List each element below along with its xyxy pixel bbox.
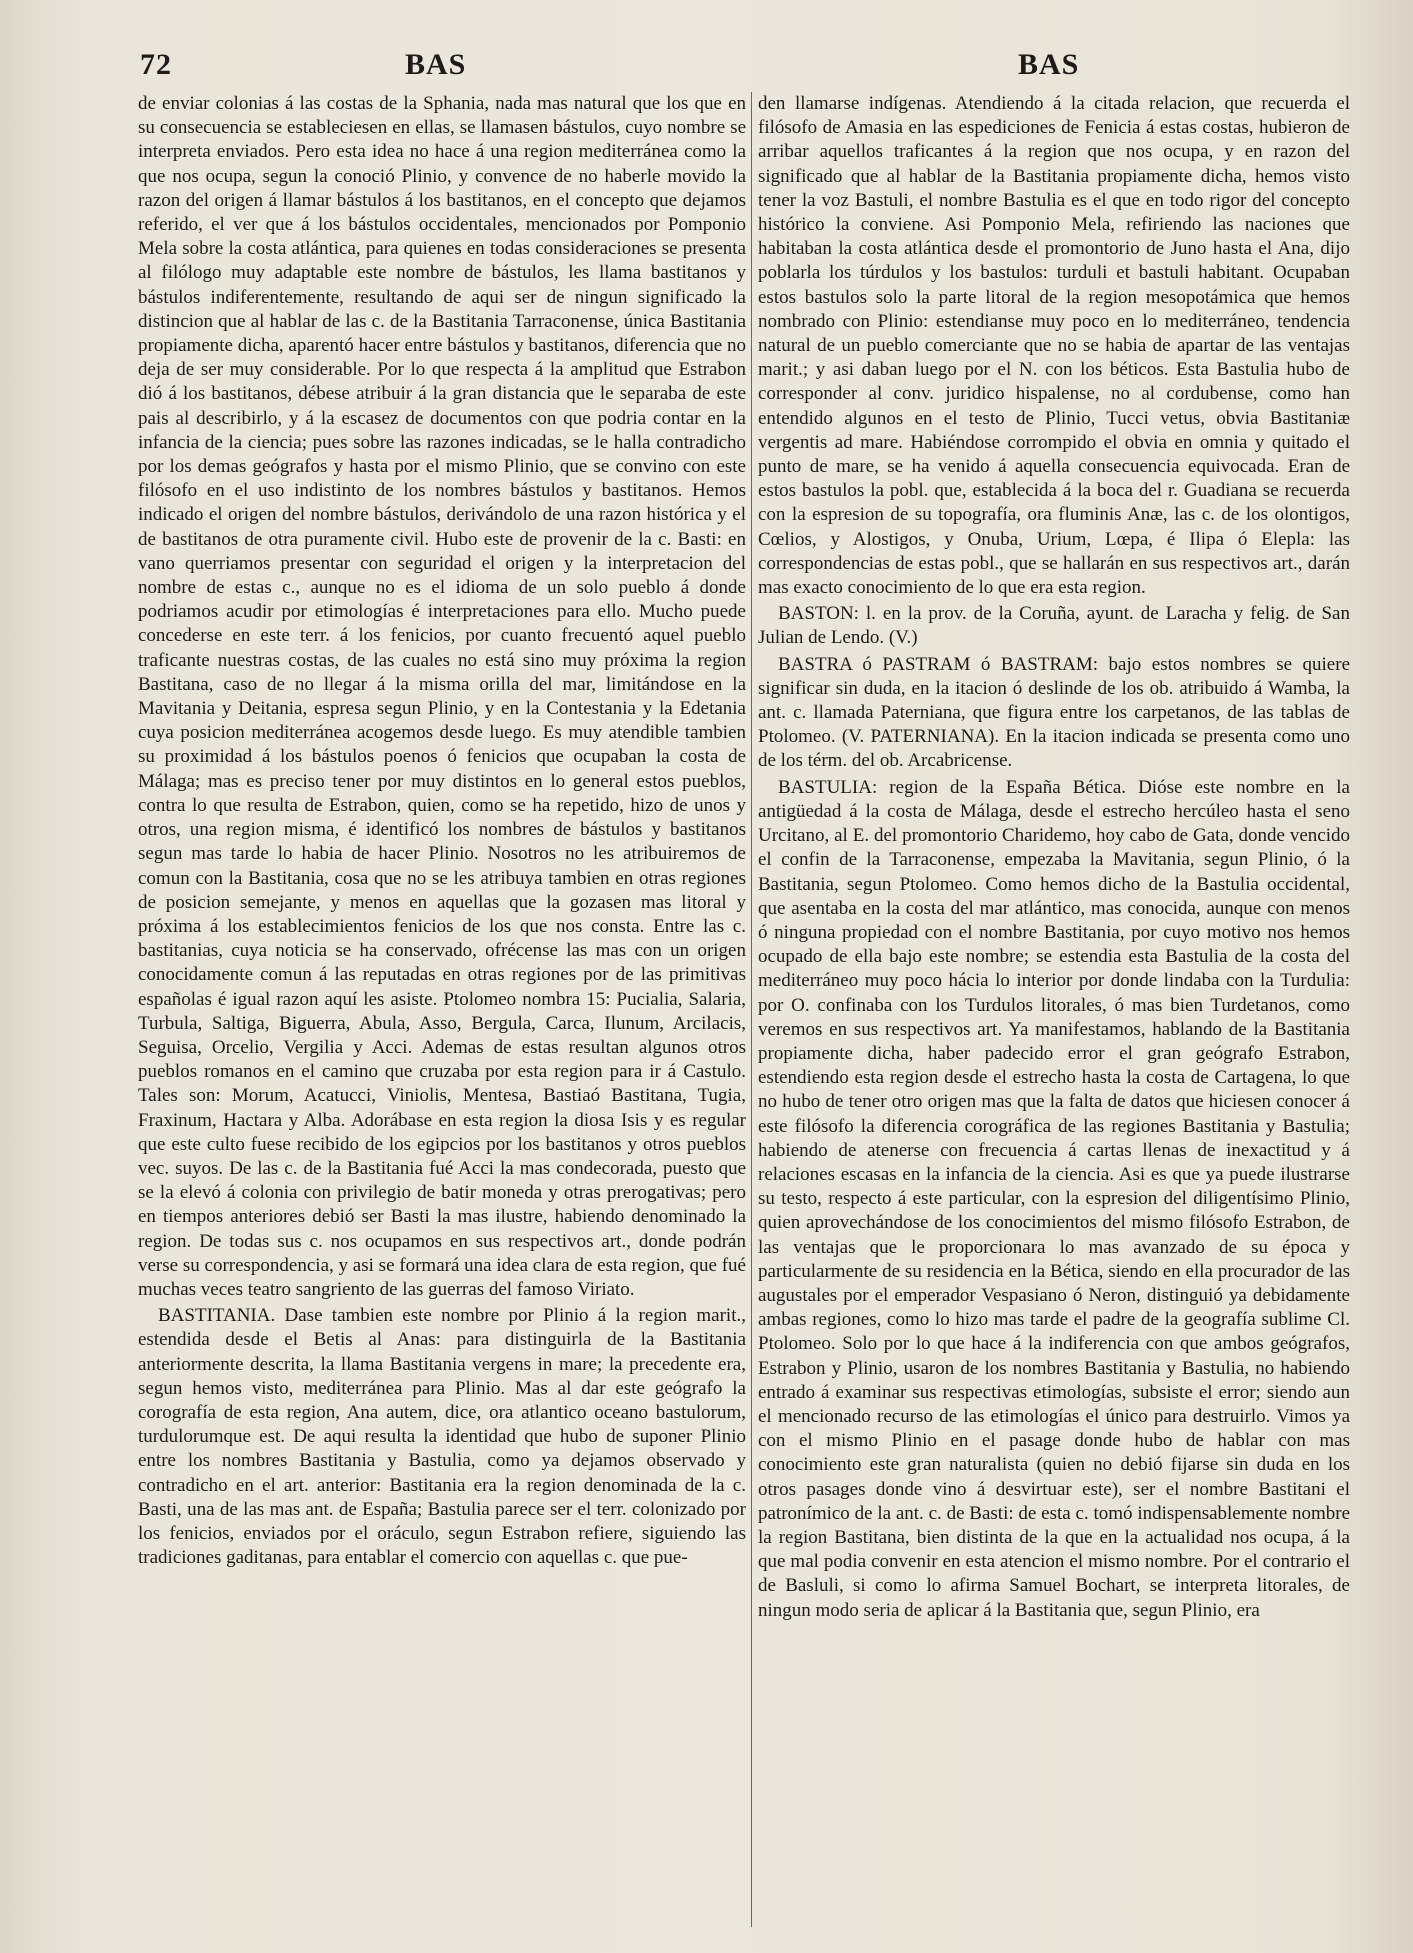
entry-bastra: BASTRA ó PASTRAM ó BASTRAM: bajo estos nombres se quiere significar sin duda, en la itacion ó deslinde de los ob. atribuido á Wamba, la ant. c. llamada Paterniana, que figura entre los carpetanos, de las tablas de Ptolomeo. (V. PATERNIANA). En la itacion indicada se presenta como uno de los térm. del ob. Arcabricense.: [758, 653, 1350, 772]
entry-bastitania: BASTITANIA. Dase tambien este nombre por Plinio á la region marit., estendida desde el Betis al Anas: para distinguirla de la Bastitania anteriormente descrita, la llama Bastitania vergens in mare; la precedente era, segun hemos visto, mediterránea para Plinio. Mas al dar este geógrafo la corografía de esta region, Ana autem, dice, ora atlantico oceano bastulorum, turdulorumque est. De aqui resulta la identidad que hubo de suponer Plinio entre los nombres Bastitania y Bastulia, como ya dejamos observado y contradicho en el art. anterior: Bastitania era la region denominada de la c. Basti, una de las mas ant. de España; Bastulia parece ser el terr. colonizado por los fenicios, enviados por el oráculo, segun Estrabon refiere, siguiendo las tradiciones gaditanas, para entablar el comercio con aquellas c. que pue-: [138, 1305, 746, 1569]
entry-baston: BASTON: l. en la prov. de la Coruña, ayunt. de Laracha y felig. de San Julian de Lendo. (V.): [758, 603, 1350, 649]
paragraph: de enviar colonias á las costas de la Sphania, nada mas natural que los que en su consecuencia se estableciesen en ellas, se llamasen bástulos, cuyo nombre se interpreta enviados. Pero esta idea no hace á una region mediterránea como la que nos ocupa, segun la conoció Plinio, y convence de no haberle movido la razon del origen á llamar bástulos á los bastitanos, en el concepto que dejamos referido, el ver que á los bástulos occidentales, mencionados por Pomponio Mela sobre la costa atlántica, para quienes en todas consideraciones se presenta al filólogo muy adaptable este nombre de bástulos, les llama bastitanos y bástulos indiferentemente, resultando de aqui ser de ningun significado la distincion que al hablar de las c. de la Bastitania Tarraconense, única Bastitania propiamente dicha, aparentó hacer entre bástulos y bastitanos, diferencia que no deja de ser muy considerable. Por lo que respecta á la amplitud que Estrabon dió á los bastitanos, débese atribuir á la gran distancia que le separaba de este pais al describirlo, y á la escasez de documentos con que podria contar en la infancia de la ciencia; pues sobre las razones indicadas, se le halla contradicho por los demas geógrafos y hasta por el mismo Plinio, que se convino con este filósofo en el uso indistinto de los nombres bástulos y bastitanos. Hemos indicado el origen del nombre bástulos, derivándolo de una razon histórica y el de bastitanos de otra puramente civil. Hubo este de provenir de la c. Basti: en vano querriamos presentar con seguridad el origen y la interpretacion del nombre de estas c., aunque no es el idioma de un solo pueblo á donde podriamos acudir por etimologías é interpretaciones para ello. Mucho puede concederse en este terr. á los fenicios, por cuanto frecuentó aquel pueblo traficante nuestras costas, de las cuales no está sino muy próxima la region Bastitana, caso de no llegar á la misma orilla del mar, limitándose en la Mavitania y Deitania, espresa segun Plinio, y en la Contestania y la Edetania cuya posicion mediterránea acogemos desde luego. Es muy atendible tambien su proximidad á los bástulos poenos ó fenicios que ocupaban la costa de Málaga; mas es preciso tener por muy distintos en lo general estos pueblos, contra lo que resulta de Estrabon, quien, como se ha repetido, hizo de unos y otros, una region misma, é identificó los nombres de bástulos y bastitanos segun mas tarde lo habia de hacer Plinio. Nosotros no les atribuiremos de comun con la Bastitania, cosa que no se les atribuya tambien en otras regiones de posicion semejante, y menos en aquellas que la gozasen mas litoral y próxima á los establecimientos fenicios de los que nos consta. Entre las c. bastitanias, cuya noticia se ha conservado, ofrécense las mas con un origen conocidamente comun á las reputadas en otras regiones por de las primitivas españolas é igual razon aquí les asiste. Ptolomeo nombra 15: Pucialia, Salaria, Turbula, Saltiga, Biguerra, Abula, Asso, Bergula, Carca, Ilunum, Arcilacis, Seguisa, Orcelio, Vergilia y Acci. Ademas de estas resultan algunos otros pueblos romanos en el camino que cruzaba por esta region para ir á Castulo. Tales son: Morum, Acatucci, Viniolis, Mentesa, Bastiaó Bastitana, Tugia, Fraxinum, Hactara y Alba. Adorábase en esta region la diosa Isis y es regular que este culto fuese recibido de los egipcios por los bastitanos y otros pueblos vec. suyos. De las c. de la Bastitania fué Acci la mas condecorada, puesto que se la elevó á colonia con privilegio de batir moneda y otras prerogativas; pero en tiempos anteriores debió ser Basti la mas ilustre, habiendo denominado la region. De todas sus c. nos ocupamos en sus respectivos art., donde podrán verse su correspondencia, y asi se formará una idea clara de esta region, que fué muchas veces teatro sangriento de las guerras del famoso Viriato.: [138, 93, 746, 1300]
entry-bastulia: BASTULIA: region de la España Bética. Dióse este nombre en la antigüedad á la costa de Málaga, desde el estrecho hercúleo hasta el seno Urcitano, al E. del promontorio Charidemo, hoy cabo de Gata, donde vencido el confin de la Tarraconense, empezaba la Mavitania, segun Plinio, ó la Bastitania, segun Ptolomeo. Como hemos dicho de la Bastulia occidental, que asentaba en la costa del mar atlántico, mas conocida, aunque con menos ó ninguna propiedad con el nombre Bastitania, por cuyo motivo nos hemos ocupado de ella bajo este nombre; se estendia esta Bastulia de la costa del mediterráneo muy poco hácia lo interior por donde lindaba con la Turdulia: por O. confinaba con los Turdulos litorales, ó mas bien Turdetanos, como veremos en sus respectivos art. Ya manifestamos, hablando de la Bastitania propiamente dicha, haber padecido error el gran geógrafo Estrabon, estendiendo esta region desde el estrecho hasta la costa de Cartagena, lo que no hubo de tener otro origen mas que la falta de datos que hiciesen conocer á este filósofo la diferencia corográfica de las regiones Bastitania y Bastulia; habiendo de atenerse con frecuencia á cartas llenas de inexactitud y á relaciones escasas en la infancia de la ciencia. Asi es que ya puede ilustrarse su testo, respecto á este particular, con la espresion del diligentísimo Plinio, quien aprovechándose de los conocimientos del mismo filósofo Estrabon, de las ventajas que le proporcionara lo mas avanzado de su época y particularmente de su residencia en la Bética, siendo en ella procurador de las augustales por el emperador Vespasiano ó Neron, distinguió ya debidamente ambas regiones, como lo hizo mas tarde el padre de la geografía sublime Cl. Ptolomeo. Solo por lo que hace á la indiferencia con que ambos geógrafos, Estrabon y Plinio, usaron de los nombres Bastitania y Bastulia, no habiendo entrado á examinar sus respectivas etimologías, subsiste el error; siendo aun el mencionado recurso de las etimologías el único para destruirlo. Vimos ya con el mismo Plinio en el pasage donde hubo de hablar con mas conocimiento este gran naturalista (quien no debió fijarse sin duda en los otros pasages donde vino á desvirtuar este), ser el nombre Bastitani el patronímico de la ant. c. de Basti: de esta c. tomó indispensablemente nombre la region Bastitana, bien distinta de la que en la actualidad nos ocupa, á la que mal podia convenir en esta atencion el mismo nombre. Por el contrario el de Basluli, si como lo afirma Samuel Bochart, se interpreta litorales, de ningun modo seria de aplicar á la Bastitania que, segun Plinio, era: [758, 776, 1350, 1621]
paragraph: den llamarse indígenas. Atendiendo á la citada relacion, que recuerda el filósofo de Amasia en las espediciones de Fenicia á estas costas, hubieron de arribar aquellos traficantes á la region que nos ocupa, y en razon del significado que al hablar de la Bastitania propiamente dicha, hemos visto tener la voz Bastuli, el nombre Bastulia es el que en todo rigor del concepto histórico la conviene. Asi Pomponio Mela, refiriendo las naciones que habitaban la costa atlántica desde el promontorio de Juno hasta el Ana, dijo poblarla los túrdulos y los bastulos: turduli et bastuli habitant. Ocupaban estos bastulos solo la parte litoral de la region mesopotámica que hemos nombrado con Plinio: estendianse muy poco en lo mediterráneo, tendencia natural de un pueblo comerciante que no se habia de apartar de las ventajas marit.; y asi daban luego por el N. con los béticos. Esta Bastulia hubo de corresponder al conv. juridico hispalense, no al cordubense, como han entendido algunos en el testo de Plinio, Tucci vetus, obvia Bastitaniæ vergentis ad mare. Habiéndose corrompido el obvia en omnia y quitado el punto de mare, se ha venido á aquella consecuencia equivocada. Eran de estos bastulos la pobl. que, establecida á la boca del r. Guadiana se recuerda con la espresion de su topografía, ora fluminis Anæ, las c. de los olontigos, Cœlios, y Alostigos, y Onuba, Urium, Lœpa, é Ilipa ó Elepla: las correspondencias de estas pobl., que se hallarán en sus respectivos art., darán mas exacto conocimiento de lo que era esta region.: [758, 93, 1350, 599]
column-divider: [751, 92, 752, 1927]
running-head-right: BAS: [1018, 48, 1080, 81]
page-number: 72: [140, 48, 172, 81]
running-head-left: BAS: [405, 48, 467, 81]
right-column: [758, 92, 1350, 1932]
left-column: [138, 92, 746, 1932]
